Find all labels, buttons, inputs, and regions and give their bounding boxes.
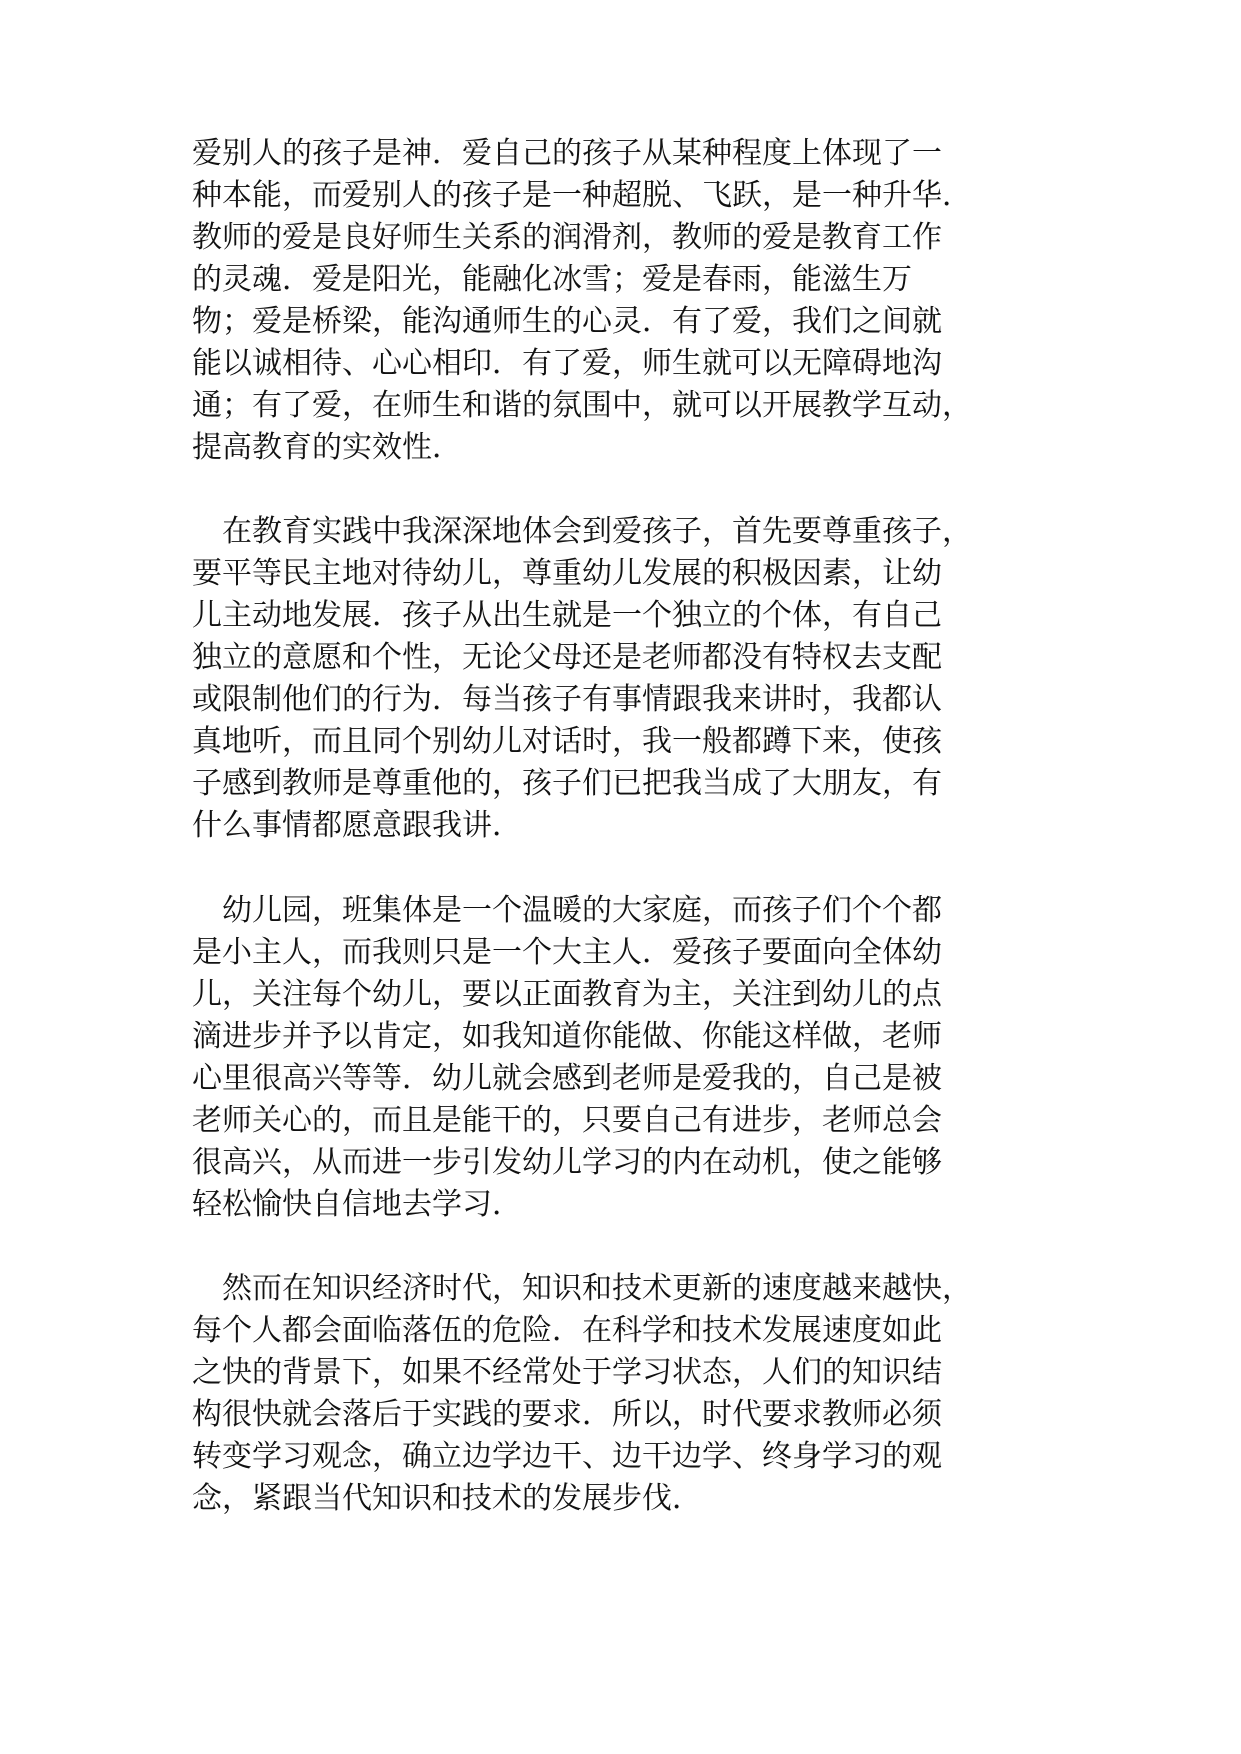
text-line: 通；有了爱，在师生和谐的氛围中，就可以开展教学互动，	[192, 388, 972, 423]
text-line: 独立的意愿和个性，无论父母还是老师都没有特权去支配	[192, 640, 942, 675]
text-line: 轻松愉快自信地去学习．	[192, 1187, 522, 1222]
text-line: 种本能，而爱别人的孩子是一种超脱、飞跃，是一种升华．	[192, 178, 972, 213]
text-line: 每个人都会面临落伍的危险．在科学和技术发展速度如此	[192, 1313, 942, 1348]
text-line: 物；爱是桥梁，能沟通师生的心灵．有了爱，我们之间就	[192, 304, 942, 339]
text-line: 很高兴，从而进一步引发幼儿学习的内在动机，使之能够	[192, 1145, 942, 1180]
text-line: 子感到教师是尊重他的，孩子们已把我当成了大朋友，有	[192, 766, 942, 801]
text-line: 或限制他们的行为．每当孩子有事情跟我来讲时，我都认	[192, 682, 942, 717]
text-line: 爱别人的孩子是神．爱自己的孩子从某种程度上体现了一	[192, 136, 942, 171]
text-line: 的灵魂．爱是阳光，能融化冰雪；爱是春雨，能滋生万	[192, 262, 912, 297]
text-line: 之快的背景下，如果不经常处于学习状态，人们的知识结	[192, 1355, 942, 1390]
text-line: 什么事情都愿意跟我讲．	[192, 808, 522, 843]
text-line: 老师关心的，而且是能干的，只要自己有进步，老师总会	[192, 1103, 942, 1138]
text-line: 在教育实践中我深深地体会到爱孩子，首先要尊重孩子，	[192, 514, 972, 549]
text-line: 幼儿园，班集体是一个温暖的大家庭，而孩子们个个都	[192, 893, 942, 928]
text-line: 然而在知识经济时代，知识和技术更新的速度越来越快，	[192, 1271, 972, 1306]
text-line: 心里很高兴等等．幼儿就会感到老师是爱我的，自己是被	[192, 1061, 942, 1096]
text-line: 滴进步并予以肯定，如我知道你能做、你能这样做，老师	[192, 1019, 942, 1054]
text-line: 教师的爱是良好师生关系的润滑剂，教师的爱是教育工作	[192, 220, 942, 255]
text-line: 真地听，而且同个别幼儿对话时，我一般都蹲下来，使孩	[192, 724, 942, 759]
text-line: 念，紧跟当代知识和技术的发展步伐．	[192, 1481, 702, 1516]
text-line: 构很快就会落后于实践的要求．所以，时代要求教师必须	[192, 1397, 942, 1432]
text-line: 提高教育的实效性．	[192, 430, 462, 465]
text-line: 儿，关注每个幼儿，要以正面教育为主，关注到幼儿的点	[192, 977, 942, 1012]
text-line: 转变学习观念，确立边学边干、边干边学、终身学习的观	[192, 1439, 942, 1474]
text-line: 能以诚相待、心心相印．有了爱，师生就可以无障碍地沟	[192, 346, 942, 381]
text-line: 儿主动地发展．孩子从出生就是一个独立的个体，有自己	[192, 598, 942, 633]
text-line: 是小主人，而我则只是一个大主人．爱孩子要面向全体幼	[192, 935, 942, 970]
text-line: 要平等民主地对待幼儿，尊重幼儿发展的积极因素，让幼	[192, 556, 942, 591]
